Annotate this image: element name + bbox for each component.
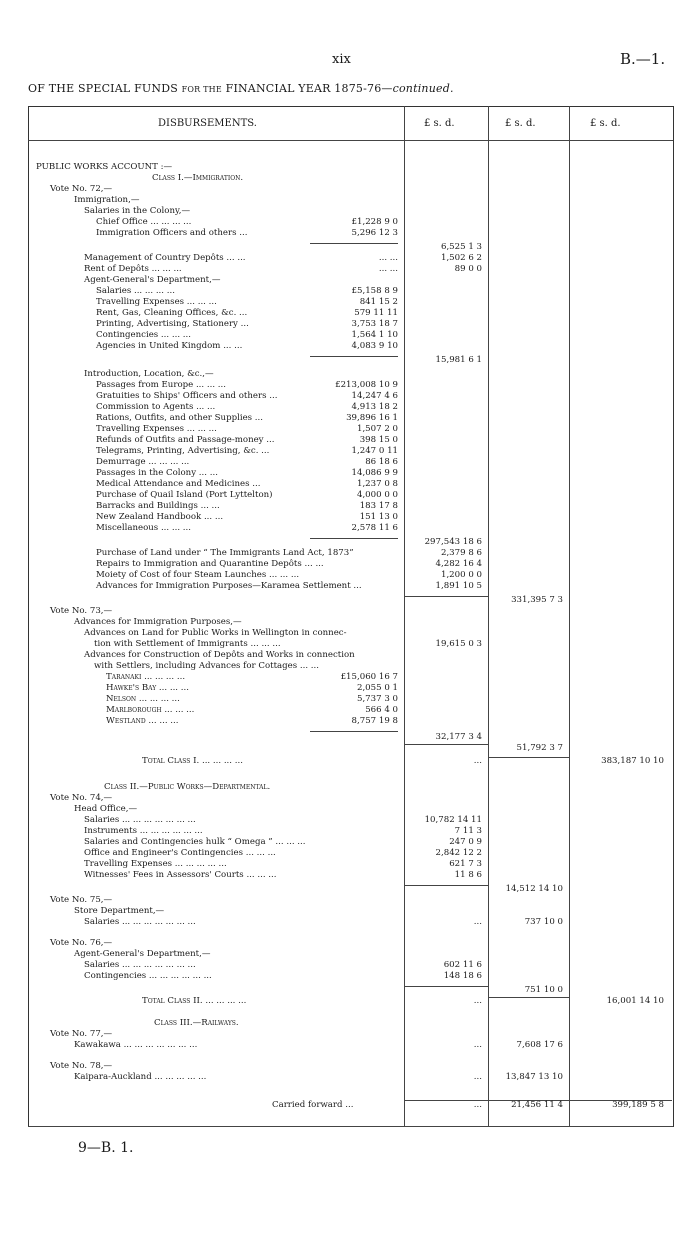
row-label: Salaries ... ... ... ... ... ... ... — [84, 960, 196, 970]
amount-col-a: 1,564 1 10 — [351, 330, 398, 340]
amount-col-a: 566 4 0 — [365, 705, 398, 715]
row-label: Demurrage ... ... ... ... — [96, 457, 190, 467]
page-title — [28, 82, 454, 95]
column-header-amount-3: £ s. d. — [590, 118, 621, 129]
amount-col-b: 19,615 0 3 — [435, 639, 482, 649]
row-label: Immigration,— — [74, 195, 140, 205]
page-number: xix — [332, 52, 351, 67]
amount-col-a: 5,737 3 0 — [356, 694, 398, 704]
row-label: Salaries ... ... ... ... ... ... ... — [84, 815, 196, 825]
row-label: Vote No. 72,— — [50, 184, 113, 194]
row-label: Kaipara-Auckland ... ... ... ... ... — [74, 1072, 207, 1082]
row-label: Carried forward ... — [272, 1100, 354, 1110]
amount-col-b: 2,842 12 2 — [435, 848, 482, 858]
row-label: Telegrams, Printing, Advertising, &c. ... — [96, 446, 270, 456]
amount-col-b: ... — [473, 917, 482, 927]
amount-col-c: 331,395 7 3 — [511, 595, 563, 605]
row-label: Salaries and Contingencies hulk “ Omega ” ... ... ... — [84, 837, 306, 847]
row-label: Kawakawa ... ... ... ... ... ... ... — [74, 1040, 198, 1050]
amount-col-b: ... — [473, 1100, 482, 1110]
row-label: Instruments ... ... ... ... ... ... — [84, 826, 203, 836]
row-label: Vote No. 73,— — [50, 606, 113, 616]
row-label: Class II.—Public Works—Departmental. — [104, 782, 271, 792]
row-label: Travelling Expenses ... ... ... — [96, 297, 217, 307]
row-label: Contingencies ... ... ... ... ... ... — [84, 971, 212, 981]
row-label: Class III.—Railways. — [154, 1018, 239, 1028]
row-label: Total Class II. ... ... ... ... — [142, 996, 247, 1006]
amount-col-b: 11 8 6 — [454, 870, 482, 880]
amount-col-b: 602 11 6 — [443, 960, 482, 970]
title-continued: continued. — [392, 82, 454, 95]
column-divider — [569, 106, 570, 1126]
row-label: Printing, Advertising, Stationery ... — [96, 319, 249, 329]
subtotal-rule — [310, 731, 398, 732]
amount-col-b: 4,282 16 4 — [435, 559, 482, 569]
amount-col-a: 1,247 0 11 — [351, 446, 398, 456]
amount-col-c: 51,792 3 7 — [516, 743, 563, 753]
row-label: Vote No. 75,— — [50, 895, 113, 905]
row-label: Advances for Immigration Purposes—Karamea Settlement ... — [96, 581, 362, 591]
amount-col-b: 15,981 6 1 — [435, 355, 482, 365]
amount-col-a: 86 18 6 — [365, 457, 398, 467]
amount-col-a: 183 17 8 — [359, 501, 398, 511]
row-label: Gratuities to Ships' Officers and others ... — [96, 391, 278, 401]
amount-col-d: 399,189 5 8 — [612, 1100, 664, 1110]
column-header-amount-2: £ s. d. — [505, 118, 536, 129]
row-label: Repairs to Immigration and Quarantine Depôts ... ... — [96, 559, 324, 569]
amount-col-b: ... — [473, 1072, 482, 1082]
row-label: Class I.—Immigration. — [152, 173, 244, 183]
row-label: Vote No. 74,— — [50, 793, 113, 803]
row-label: Barracks and Buildings ... ... — [96, 501, 220, 511]
row-label: Advances for Construction of Depôts and Works in connection — [84, 650, 355, 660]
amount-col-c: 7,608 17 6 — [516, 1040, 563, 1050]
amount-col-b: 621 7 3 — [449, 859, 482, 869]
row-label: Passages in the Colony ... ... — [96, 468, 218, 478]
row-label: Store Department,— — [74, 906, 165, 916]
row-label: Purchase of Land under “ The Immigrants Land Act, 1873” — [96, 548, 354, 558]
row-label: Advances on Land for Public Works in Wellington in connec- — [84, 628, 347, 638]
amount-col-b: 89 0 0 — [454, 264, 482, 274]
amount-col-b: 10,782 14 11 — [424, 815, 482, 825]
amount-col-a: 841 15 2 — [359, 297, 398, 307]
row-label: Travelling Expenses ... ... ... — [96, 424, 217, 434]
row-label: Contingencies ... ... ... — [96, 330, 191, 340]
row-label: Total Class I. ... ... ... ... — [142, 756, 243, 766]
amount-col-a: £5,158 8 9 — [351, 286, 398, 296]
amount-col-a: 2,578 11 6 — [351, 523, 398, 533]
subtotal-rule — [310, 356, 398, 357]
row-label: tion with Settlement of Immigrants ... ... ... — [94, 639, 281, 649]
row-label: New Zealand Handbook ... ... — [96, 512, 224, 522]
row-label: Hawke's Bay ... ... ... — [106, 683, 189, 693]
row-label: Moiety of Cost of four Steam Launches ... ... ... — [96, 570, 300, 580]
row-label: Miscellaneous ... ... ... — [96, 523, 191, 533]
amount-col-b: 6,525 1 3 — [440, 242, 482, 252]
column-header-amount-1: £ s. d. — [424, 118, 455, 129]
row-label: Agent-General's Department,— — [84, 275, 221, 285]
row-label: Head Office,— — [74, 804, 138, 814]
row-label: Salaries in the Colony,— — [84, 206, 191, 216]
amount-col-b: 297,543 18 6 — [424, 537, 482, 547]
row-label: Rent, Gas, Cleaning Offices, &c. ... — [96, 308, 248, 318]
amount-col-a: £1,228 9 0 — [351, 217, 398, 227]
amount-col-b: ... — [473, 996, 482, 1006]
row-label: Vote No. 76,— — [50, 938, 113, 948]
amount-col-a: 14,086 9 9 — [351, 468, 398, 478]
row-label: Medical Attendance and Medicines ... — [96, 479, 261, 489]
row-label: Office and Engineer's Contingencies ... ... ... — [84, 848, 276, 858]
row-label: Vote No. 78,— — [50, 1061, 113, 1071]
subtotal-rule — [310, 243, 398, 244]
subtotal-rule — [488, 997, 569, 998]
column-header-disbursements: DISBURSEMENTS. — [158, 118, 257, 129]
amount-col-b: ... — [473, 756, 482, 766]
amount-col-d: 16,001 14 10 — [606, 996, 664, 1006]
row-label: Rent of Depôts ... ... ... — [84, 264, 182, 274]
amount-col-a: 4,913 18 2 — [351, 402, 398, 412]
amount-col-a: 14,247 4 6 — [351, 391, 398, 401]
amount-col-b: 247 0 9 — [449, 837, 482, 847]
row-label: Immigration Officers and others ... — [96, 228, 248, 238]
row-label: PUBLIC WORKS ACCOUNT :— — [36, 162, 173, 172]
row-label: Agencies in United Kingdom ... ... — [96, 341, 243, 351]
column-divider — [404, 106, 405, 1126]
row-label: Purchase of Quail Island (Port Lyttelton) — [96, 490, 273, 500]
amount-col-b: 7 11 3 — [454, 826, 482, 836]
subtotal-rule — [404, 986, 488, 987]
amount-col-d: 383,187 10 10 — [601, 756, 664, 766]
amount-col-a: 2,055 0 1 — [356, 683, 398, 693]
amount-col-c: 13,847 13 10 — [505, 1072, 563, 1082]
subtotal-rule — [404, 744, 488, 745]
row-label: Witnesses' Fees in Assessors' Courts ... ... ... — [84, 870, 277, 880]
row-label: Refunds of Outfits and Passage-money ... — [96, 435, 275, 445]
row-label: Taranaki ... ... ... ... — [106, 672, 186, 682]
amount-col-c: 21,456 11 4 — [511, 1100, 563, 1110]
row-label: Nelson ... ... ... ... — [106, 694, 180, 704]
row-label: with Settlers, including Advances for Cottages ... ... — [94, 661, 320, 671]
subtotal-rule — [488, 757, 569, 758]
amount-col-a: 1,507 2 0 — [356, 424, 398, 434]
page-signature: 9—B. 1. — [78, 1140, 134, 1156]
row-label: Management of Country Depôts ... ... — [84, 253, 246, 263]
amount-col-a: ... ... — [378, 253, 398, 263]
amount-col-c: 14,512 14 10 — [505, 884, 563, 894]
amount-col-a: 3,753 18 7 — [351, 319, 398, 329]
amount-col-a: £15,060 16 7 — [340, 672, 398, 682]
row-label: Introduction, Location, &c.,— — [84, 369, 214, 379]
title-for: FOR THE — [181, 85, 222, 94]
amount-col-b: 1,502 6 2 — [440, 253, 482, 263]
amount-col-b: 32,177 3 4 — [435, 732, 482, 742]
header-rule — [28, 140, 673, 141]
amount-col-a: 579 11 11 — [354, 308, 398, 318]
amount-col-b: 1,200 0 0 — [440, 570, 482, 580]
row-label: Travelling Expenses ... ... ... ... ... — [84, 859, 227, 869]
row-label: Rations, Outfits, and other Supplies ... — [96, 413, 263, 423]
amount-col-b: 1,891 10 5 — [435, 581, 482, 591]
row-label: Marlborough ... ... ... — [106, 705, 195, 715]
amount-col-a: 4,083 9 10 — [351, 341, 398, 351]
amount-col-a: 398 15 0 — [359, 435, 398, 445]
subtotal-rule — [404, 596, 488, 597]
subtotal-rule — [310, 538, 398, 539]
row-label: Salaries ... ... ... ... ... ... ... — [84, 917, 196, 927]
row-label: Commission to Agents ... ... — [96, 402, 216, 412]
title-main: FINANCIAL YEAR 1875-76— — [225, 82, 393, 95]
bottom-rule — [28, 1126, 673, 1127]
amount-col-c: 737 10 0 — [524, 917, 563, 927]
document-reference: B.—1. — [620, 50, 666, 68]
title-prefix: OF THE SPECIAL FUNDS — [28, 82, 178, 95]
amount-col-a: 4,000 0 0 — [356, 490, 398, 500]
row-label: Passages from Europe ... ... ... — [96, 380, 226, 390]
amount-col-c: 751 10 0 — [524, 985, 563, 995]
row-label: Advances for Immigration Purposes,— — [74, 617, 242, 627]
row-label: Vote No. 77,— — [50, 1029, 113, 1039]
row-label: Agent-General's Department,— — [74, 949, 211, 959]
amount-col-b: 2,379 8 6 — [440, 548, 482, 558]
amount-col-a: 5,296 12 3 — [351, 228, 398, 238]
amount-col-b: ... — [473, 1040, 482, 1050]
amount-col-a: 151 13 0 — [359, 512, 398, 522]
row-label: Salaries ... ... ... ... — [96, 286, 175, 296]
row-label: Westland ... ... ... — [106, 716, 179, 726]
amount-col-a: 39,896 16 1 — [346, 413, 398, 423]
column-divider — [488, 106, 489, 1126]
amount-col-a: £213,008 10 9 — [335, 380, 398, 390]
subtotal-rule — [404, 885, 488, 886]
row-label: Chief Office ... ... ... ... — [96, 217, 192, 227]
amount-col-a: 8,757 19 8 — [351, 716, 398, 726]
amount-col-b: 148 18 6 — [443, 971, 482, 981]
amount-col-a: 1,237 0 8 — [356, 479, 398, 489]
amount-col-a: ... ... — [378, 264, 398, 274]
